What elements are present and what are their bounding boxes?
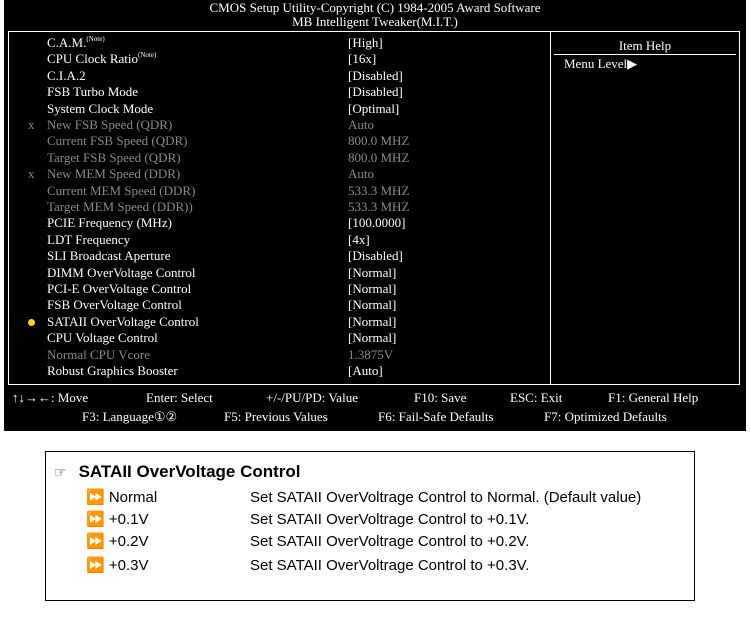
setting-value: 1.3875V [348, 346, 394, 362]
setting-label [47, 101, 153, 117]
key-language: F3: Language①② [82, 409, 178, 424]
key-move: ↑↓→←: Move [12, 390, 89, 405]
key-failsafe-defaults: F6: Fail-Safe Defaults [378, 409, 494, 424]
option-description: Set SATAII OverVoltrage Control to +0.1V. [250, 511, 530, 528]
setting-label [47, 232, 130, 248]
setting-value[interactable]: [Disabled] [348, 248, 403, 264]
setting-label-text: LDT Frequency [47, 231, 131, 247]
option-name: ⏩ Normal [86, 489, 158, 506]
note-marker: (Note) [138, 51, 157, 60]
setting-label [47, 117, 172, 133]
setting-value[interactable]: [4x] [348, 231, 370, 247]
setting-label-text: DIMM OverVoltage Control [47, 264, 196, 280]
setting-label [47, 297, 182, 313]
help-divider [550, 31, 551, 385]
setting-label-text: SLI Broadcast Aperture [47, 248, 171, 264]
option-description: Set SATAII OverVoltrage Control to +0.3V. [250, 557, 530, 574]
setting-value[interactable]: [Disabled] [348, 67, 403, 83]
setting-label [47, 35, 105, 51]
setting-label-text: System Clock Mode [47, 100, 154, 116]
bios-title: CMOS Setup Utility-Copyright (C) 1984-2005 Award Software [209, 0, 541, 15]
key-save: F10: Save [414, 390, 467, 405]
setting-label [47, 150, 181, 166]
selection-dot-icon [28, 319, 35, 326]
setting-value[interactable]: [Auto] [348, 363, 383, 378]
setting-label [47, 265, 196, 281]
key-exit: ESC: Exit [510, 390, 563, 405]
setting-label [47, 133, 187, 149]
description-heading [54, 462, 301, 482]
key-general-help: F1: General Help [608, 390, 699, 405]
option-name: ⏩ +0.1V [86, 511, 149, 528]
item-help-title: Item Help [618, 38, 672, 53]
setting-label [47, 215, 172, 231]
menu-level-label: Menu Level▶ [564, 56, 638, 71]
setting-value: 800.0 MHZ [348, 133, 410, 149]
option-description-box [45, 451, 695, 601]
setting-value: Auto [348, 117, 374, 132]
setting-value[interactable]: [100.0000] [348, 215, 406, 231]
setting-value[interactable]: [Normal] [348, 281, 397, 296]
setting-label [47, 314, 199, 330]
setting-label-text: SATAII OverVoltage Control [47, 313, 199, 329]
setting-label [47, 84, 138, 100]
option-description: Set SATAII OverVoltrage Control to +0.2V. [250, 533, 530, 550]
setting-label [47, 363, 178, 379]
setting-label-text: FSB Turbo Mode [47, 84, 139, 100]
setting-label [47, 248, 170, 264]
setting-value[interactable]: [Normal] [348, 313, 397, 329]
setting-label [47, 166, 180, 182]
bios-screen [4, 0, 746, 431]
setting-value[interactable]: [16x] [348, 51, 377, 67]
locked-marker: x [28, 166, 35, 182]
setting-label-text: PCIE Frequency (MHz) [47, 215, 172, 231]
setting-label [47, 281, 191, 297]
key-previous-values: F5: Previous Values [224, 409, 328, 424]
setting-label [47, 183, 195, 199]
setting-value: 533.3 MHZ [348, 182, 410, 198]
key-value: +/-/PU/PD: Value [266, 390, 358, 405]
setting-label-text: Target MEM Speed (DDR)) [47, 199, 193, 214]
setting-label-text: C.A.M. [47, 35, 87, 50]
setting-label [47, 199, 193, 215]
setting-label [47, 330, 158, 346]
setting-label-text: PCI-E OverVoltage Control [47, 281, 192, 296]
description-title: SATAII OverVoltage Control [78, 462, 301, 481]
setting-label-text: Robust Graphics Booster [47, 363, 178, 378]
setting-value: Auto [348, 166, 374, 182]
key-optimized-defaults: F7: Optimized Defaults [544, 409, 667, 424]
pointing-hand-icon: ☞ [54, 464, 67, 480]
setting-label-text: CPU Clock Ratio [47, 51, 139, 67]
setting-label [47, 51, 156, 67]
setting-label [47, 347, 150, 363]
option-name: ⏩ +0.2V [86, 533, 149, 550]
setting-value[interactable]: [High] [348, 35, 383, 50]
setting-value: 800.0 MHZ [348, 149, 410, 165]
setting-label-text: Target FSB Speed (QDR) [47, 149, 181, 165]
setting-value[interactable]: [Normal] [348, 297, 397, 313]
setting-label-text: Current MEM Speed (DDR) [47, 182, 196, 198]
bios-subtitle: MB Intelligent Tweaker(M.I.T.) [292, 14, 458, 29]
key-select: Enter: Select [146, 390, 213, 405]
setting-label-text: New FSB Speed (QDR) [47, 117, 173, 132]
option-description: Set SATAII OverVoltrage Control to Normal. (Default value) [250, 489, 642, 506]
setting-value[interactable]: [Normal] [348, 330, 397, 346]
item-help-underline [554, 54, 736, 55]
option-name: ⏩ +0.3V [86, 557, 149, 574]
setting-label-text: Normal CPU Vcore [47, 346, 151, 362]
setting-label-text: CPU Voltage Control [47, 330, 158, 346]
setting-value[interactable]: [Disabled] [348, 84, 403, 100]
locked-marker: x [28, 117, 35, 132]
note-marker: (Note) [86, 35, 105, 43]
setting-value: 533.3 MHZ [348, 199, 410, 214]
setting-label-text: Current FSB Speed (QDR) [47, 133, 188, 149]
setting-label-text: New MEM Speed (DDR) [47, 166, 181, 182]
setting-label-text: C.I.A.2 [47, 67, 86, 83]
setting-value[interactable]: [Optimal] [348, 100, 400, 116]
setting-label [47, 68, 86, 84]
setting-label-text: FSB OverVoltage Control [47, 297, 182, 313]
setting-value[interactable]: [Normal] [348, 264, 397, 280]
